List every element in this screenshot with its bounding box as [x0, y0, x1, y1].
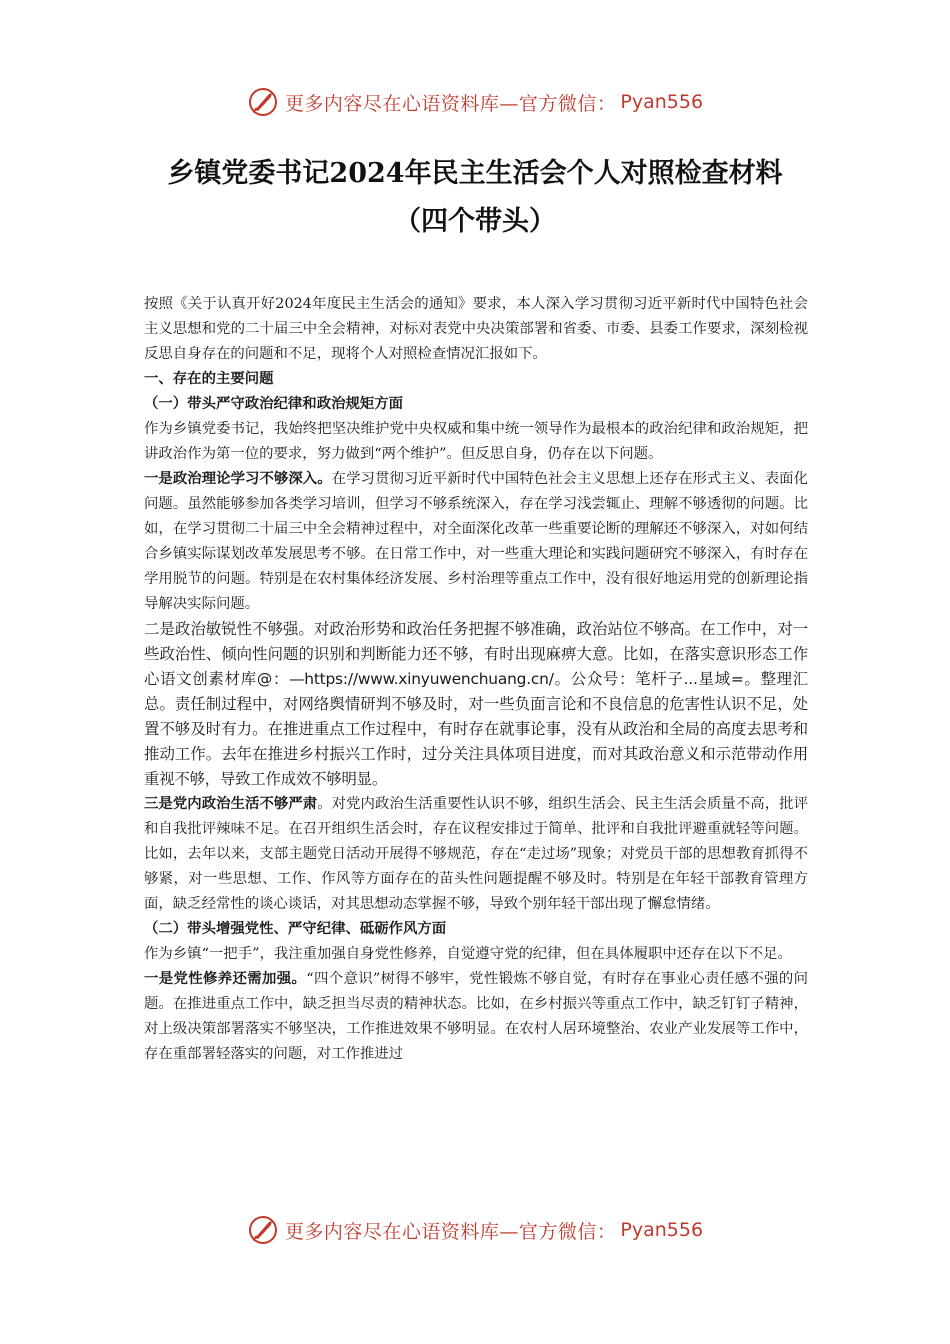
footer-watermark-banner — [0, 1208, 950, 1252]
intro-paragraph: 按照《关于认真开好2024年度民主生活会的通知》要求，本人深入学习贯彻习近平新时代中国特色社会主义思想和党的二十届三中全会精神，对标对表党中央决策部署和省委、市委、县委工作要求，深刻检视反思自身存在的问题和不足，现将个人对照检查情况汇报如下。 — [144, 296, 808, 362]
subsection-heading-2: （二）带头增强党性、严守纪律、砥砺作风方面 — [144, 921, 447, 937]
banner-text: 更多内容尽在心语资料库—官方微信： — [284, 92, 617, 115]
quill-logo-icon — [247, 1214, 279, 1246]
paragraph-1 — [144, 467, 808, 617]
paragraph-1-text: 在学习贯彻习近平新时代中国特色社会主义思想上还存在形式主义、表面化问题。虽然能够参加各类学习培训，但学习不够系统深入，存在学习浅尝辄止、理解不够透彻的问题。比如，在学习贯彻二十届三中全会精神过程中，对全面深化改革一些重要论断的理解还不够深入，对如何结合乡镇实际谋划改革发展思考不够。在日常工作中，对一些重大理论和实践问题研究不够深入，有时存在学用脱节的问题。特别是在农村集体经济发展、乡村治理等重点工作中，没有很好地运用党的创新理论指导解决实际问题。 — [144, 471, 808, 612]
section-heading-1: 一、存在的主要问题 — [144, 371, 274, 387]
quill-logo-icon — [247, 86, 279, 118]
paragraph-2: 二是政治敏锐性不够强。对政治形势和政治任务把握不够准确，政治站位不够高。在工作中，对一些政治性、倾向性问题的识别和判断能力还不够，有时出现麻痹大意。比如，在落实意识形态工作心语文创素材库@：—https://www.xinyuwenchuang.cn/。公众号：笔杆子...星域=。整理汇总。责任制过程中，对网络舆情研判不够及时，对一些负面言论和不良信息的危害性认识不足，处置不够及时有力。在推进重点工作过程中，有时存在就事论事，没有从政治和全局的高度去思考和推动工作。去年在推进乡村振兴工作时，过分关注具体项目进度，而对其政治意义和示范带动作用重视不够，导致工作成效不够明显。 — [144, 620, 808, 788]
paragraph-1-lead: 一是政治理论学习不够深入。 — [144, 471, 332, 487]
paragraph-3-lead: 三是党内政治生活不够严肃 — [144, 796, 318, 812]
banner-text: 更多内容尽在心语资料库—官方微信： — [284, 1220, 617, 1243]
document-body — [144, 292, 808, 1067]
banner-wechat-id: Pyan556 — [620, 1219, 704, 1241]
paragraph-3 — [144, 792, 808, 917]
subsection-1-intro: 作为乡镇党委书记，我始终把坚决维护党中央权威和集中统一领导作为最根本的政治纪律和政治规矩，把讲政治作为第一位的要求，努力做到“两个维护”。但反思自身，仍存在以下问题。 — [144, 421, 808, 462]
banner-wechat-id: Pyan556 — [620, 91, 704, 113]
paragraph-4-lead: 一是党性修养还需加强。 — [144, 971, 307, 987]
paragraph-3-text: 。对党内政治生活重要性认识不够，组织生活会、民主生活会质量不高，批评和自我批评辣味不足。在召开组织生活会时，存在议程安排过于简单、批评和自我批评避重就轻等问题。比如，去年以来，支部主题党日活动开展得不够规范，存在“走过场”现象；对党员干部的思想教育抓得不够紧，对一些思想、工作、作风等方面存在的苗头性问题提醒不够及时。特别是在年轻干部教育管理方面，缺乏经常性的谈心谈话，对其思想动态掌握不够，导致个别年轻干部出现了懈怠情绪。 — [144, 796, 808, 912]
subsection-heading-1: （一）带头严守政治纪律和政治规矩方面 — [144, 396, 404, 412]
title-line-1: 乡镇党委书记2024年民主生活会个人对照检查材料 — [167, 158, 783, 189]
paragraph-4-text: “四个意识”树得不够牢，党性锻炼不够自觉，有时存在事业心责任感不强的问题。在推进重点工作中，缺乏担当尽责的精神状态。比如，在乡村振兴等重点工作中，缺乏钉钉子精神，对上级决策部署落实不够坚决，工作推进效果不够明显。在农村人居环境整治、农业产业发展等工作中，存在重部署轻落实的问题，对工作推进过 — [144, 971, 808, 1062]
document-title — [0, 150, 950, 246]
title-line-2: （四个带头） — [394, 206, 556, 237]
header-watermark-banner — [0, 80, 950, 124]
paragraph-4 — [144, 967, 808, 1067]
subsection-2-intro: 作为乡镇“一把手”，我注重加强自身党性修养，自觉遵守党的纪律，但在具体履职中还存在以下不足。 — [144, 946, 792, 962]
